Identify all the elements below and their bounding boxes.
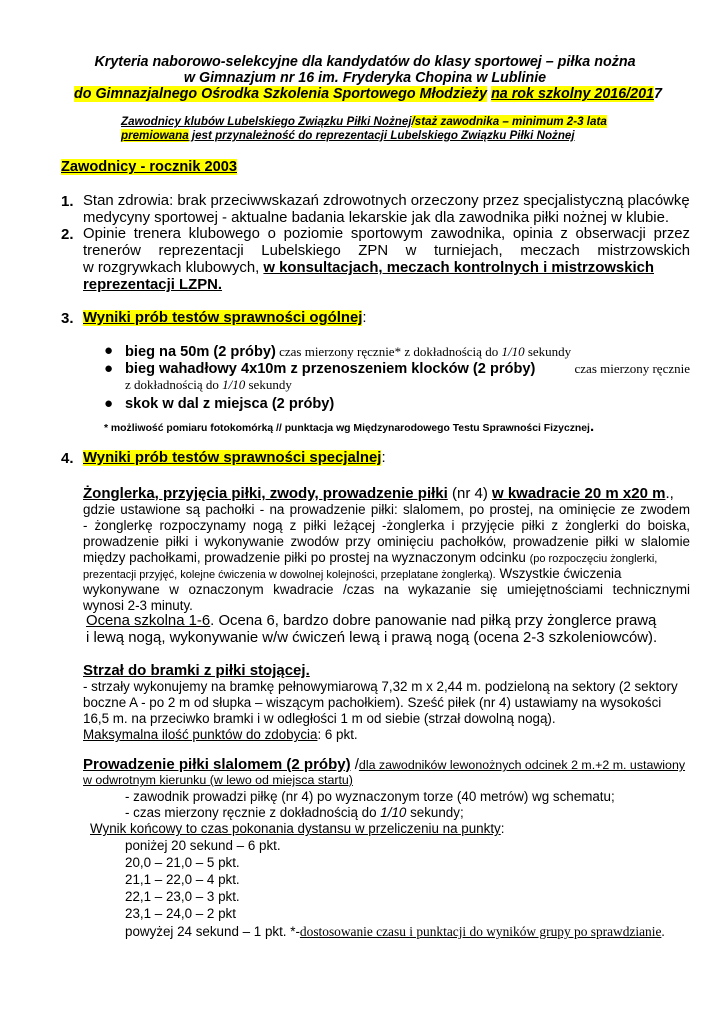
slalom-last-c: . bbox=[661, 924, 665, 939]
bullet-icon: ● bbox=[104, 395, 114, 412]
slalom-score-6 bbox=[125, 923, 665, 941]
item-2-line-3 bbox=[83, 260, 654, 277]
slalom-note: dla zawodników lewonożnych odcinek 2 m.+2 m. ustawiony bbox=[358, 758, 686, 772]
bullet-1-rest: czas mierzony ręcznie* z dokładnością do bbox=[275, 344, 502, 359]
bullet-icon: ● bbox=[104, 342, 114, 359]
item-3-title: Wyniki prób testów sprawności ogólnej bbox=[83, 310, 363, 326]
zonglerka-head-a: Żonglerka, przyjęcia piłki, zwody, prowadzenie piłki bbox=[83, 485, 448, 502]
slalom-score-2: 20,0 – 21,0 – 5 pkt. bbox=[125, 855, 240, 870]
item-2-line-2: trenerów reprezentacji Lubelskiego ZPN w turniejach, meczach mistrzowskich bbox=[83, 243, 690, 259]
bullet-2-frac: 1/10 bbox=[222, 377, 246, 392]
strzal-max-rest: : 6 pkt. bbox=[317, 727, 358, 742]
zonglerka-line-3: prowadzenie piłki i wykonywanie zwodów przy ominięciu pachołków, prowadzenie piłki w slalomie bbox=[83, 534, 690, 549]
slalom-czas-a: - czas mierzony ręcznie z dokładnością do bbox=[125, 805, 381, 820]
section-heading-text: Zawodnicy - rocznik 2003 bbox=[61, 159, 237, 175]
slalom-last-a: powyżej 24 sekund – 1 pkt. *- bbox=[125, 924, 300, 939]
item-1-number: 1. bbox=[61, 193, 74, 210]
slalom-slash: / bbox=[350, 756, 359, 773]
item-1-line-1: Stan zdrowia: brak przeciwwskazań zdrowotnych orzeczony przez specjalistyczną placówkę bbox=[83, 193, 690, 209]
bullet-1-tail: sekundy bbox=[524, 344, 572, 359]
slalom-title: Prowadzenie piłki slalomem (2 próby) bbox=[83, 756, 351, 773]
title-line-2: w Gimnazjum nr 16 im. Fryderyka Chopina w Lublinie bbox=[183, 70, 547, 86]
slalom-score-3: 21,1 – 22,0 – 4 pkt. bbox=[125, 872, 240, 887]
strzal-line-1: - strzały wykonujemy na bramkę pełnowymiarową 7,32 m x 2,44 m. podzieloną na sektory (2 sektory bbox=[83, 679, 678, 694]
bullet-3: skok w dal z miejsca (2 próby) bbox=[125, 396, 335, 412]
bullet-2-cont-text: z dokładnością do bbox=[125, 377, 223, 392]
bullet-2 bbox=[125, 361, 690, 378]
item-3-title-line bbox=[83, 310, 367, 327]
footnote-end: . bbox=[589, 418, 595, 435]
item-3-number: 3. bbox=[61, 310, 74, 327]
strzal-title: Strzał do bramki z piłki stojącej. bbox=[83, 662, 310, 679]
slalom-czas-b: sekundy; bbox=[406, 805, 464, 820]
item-2-number: 2. bbox=[61, 226, 74, 243]
zonglerka-head-b: (nr 4) bbox=[447, 485, 492, 502]
zonglerka-line-5-b: Wszystkie ćwiczenia bbox=[495, 566, 622, 581]
zonglerka-line-6: wykonywane w oznaczonym kwadracie /czas na wykazanie się umiejętnościami technicznymi bbox=[83, 582, 690, 597]
item-2-line-3-bold: w konsultacjach, meczach kontrolnych i mistrzowskich bbox=[263, 260, 654, 276]
strzal-line-2: boczne A - po 2 m od słupka – wiszącym pachołkiem). Sześć piłek (nr 4) ustawiamy na wysokości bbox=[83, 695, 662, 710]
bullet-1 bbox=[125, 343, 571, 361]
bullet-2-tail: sekundy bbox=[245, 377, 292, 392]
zonglerka-heading bbox=[83, 485, 690, 502]
slalom-wynik-colon: : bbox=[500, 821, 505, 836]
item-2-line-4: reprezentacji LZPN. bbox=[83, 277, 223, 293]
item-2-line-1: Opinie trenera klubowego o poziomie sportowym zawodnika, opinia z obserwacji przez bbox=[83, 226, 690, 242]
note-line-1-a: Zawodnicy klubów Lubelskiego Związku Piłki Nożnej bbox=[121, 115, 412, 128]
item-1-line-2: medycyny sportowej - aktualne badania lekarskie jak dla zawodnika piłki nożnej w klubie. bbox=[83, 210, 670, 226]
title-line-3-year: na rok szkolny 2016/201 bbox=[491, 86, 654, 102]
bullet-2-rest: czas mierzony ręcznie bbox=[574, 361, 690, 376]
zonglerka-line-1: gdzie ustawione są pachołki - na prowadzenie piłki: slalomem, po prostej, na ominięcie ze zwodem bbox=[83, 502, 690, 517]
zonglerka-ocena bbox=[86, 613, 656, 630]
slalom-czas-frac: 1/10 bbox=[380, 805, 407, 820]
slalom-czas bbox=[125, 805, 464, 820]
slalom-note-2: w odwrotnym kierunku (w lewo od miejsca startu) bbox=[83, 773, 353, 787]
bullet-2-cont bbox=[125, 378, 292, 393]
note-line-2 bbox=[121, 129, 575, 142]
slalom-line-1: - zawodnik prowadzi piłkę (nr 4) po wyznaczonym torze (40 metrów) wg schematu; bbox=[125, 789, 615, 804]
item-4-colon: : bbox=[381, 450, 386, 466]
zonglerka-line-4-b: (po rozpoczęciu żonglerki, bbox=[529, 553, 658, 565]
item-4-title: Wyniki prób testów sprawności specjalnej bbox=[83, 450, 382, 466]
zonglerka-head-d: ., bbox=[665, 485, 674, 502]
slalom-wynik bbox=[90, 821, 504, 836]
title-line-3-tail: 7 bbox=[654, 86, 662, 102]
bullet-1-bold: bieg na 50m (2 próby) bbox=[125, 344, 276, 360]
zonglerka-line-5 bbox=[83, 566, 621, 582]
strzal-max bbox=[83, 727, 358, 742]
zonglerka-line-2: - żonglerkę rozpoczynamy nogą z piłki leżącej -żonglerka i przyjęcie piłki z żonglerki do boiska, bbox=[83, 518, 690, 533]
item-2-line-3-plain: w rozgrywkach klubowych, bbox=[83, 260, 264, 276]
title-line-1: Kryteria naborowo-selekcyjne dla kandydatów do klasy sportowej – piłka nożna bbox=[94, 54, 636, 70]
section-heading bbox=[61, 159, 237, 176]
zonglerka-line-7: wynosi 2-3 minuty. bbox=[83, 598, 193, 613]
note-line-1-b: /staż zawodnika – minimum 2-3 lata bbox=[411, 115, 607, 128]
slalom-heading bbox=[83, 756, 685, 773]
item-4-number: 4. bbox=[61, 450, 74, 467]
zonglerka-ocena-u: Ocena szkolna 1-6 bbox=[86, 613, 211, 629]
note-line-2-b: jest przynależność do reprezentacji Lubelskiego Związku Piłki Nożnej bbox=[188, 129, 575, 142]
slalom-score-4: 22,1 – 23,0 – 3 pkt. bbox=[125, 889, 240, 904]
item-3-colon: : bbox=[362, 310, 367, 326]
bullet-1-frac: 1/10 bbox=[501, 344, 525, 359]
note-line-1 bbox=[121, 115, 607, 128]
zonglerka-line-4 bbox=[83, 550, 657, 566]
slalom-score-5: 23,1 – 24,0 – 2 pkt bbox=[125, 906, 236, 921]
slalom-wynik-text: Wynik końcowy to czas pokonania dystansu w przeliczeniu na punkty bbox=[90, 821, 501, 836]
bullet-2-bold: bieg wahadłowy 4x10m z przenoszeniem klocków (2 próby) bbox=[125, 361, 536, 377]
zonglerka-head-c: w kwadracie 20 m x20 m bbox=[492, 485, 666, 502]
zonglerka-line-4-a: między pachołkami, prowadzenie piłki po prostej na wyznaczonym odcinku bbox=[83, 550, 530, 565]
zonglerka-ocena-line-2: i lewą nogą, wykonywanie w/w ćwiczeń lewą i prawą nogą (ocena 2-3 szkoleniowców). bbox=[86, 630, 658, 646]
bullet-icon: ● bbox=[104, 360, 114, 377]
title-line-3 bbox=[74, 86, 662, 102]
item-4-title-line bbox=[83, 450, 386, 467]
zonglerka-ocena-rest: . Ocena 6, bardzo dobre panowanie nad piłką przy żonglerce prawą bbox=[210, 613, 657, 629]
slalom-last-b: dostosowanie czasu i punktacji do wyników grupy po sprawdzianie bbox=[299, 924, 662, 939]
title-line-3-main: do Gimnazjalnego Ośrodka Szkolenia Sportowego Młodzieży bbox=[74, 86, 488, 102]
footnote-text: * możliwość pomiaru fotokomórką // punktacja wg Międzynarodowego Testu Sprawności Fizycznej bbox=[104, 423, 590, 434]
note-line-2-a: premiowana bbox=[121, 129, 189, 142]
strzal-max-u: Maksymalna ilość punktów do zdobycia bbox=[83, 727, 318, 742]
zonglerka-line-5-a: prezentacji przyjęć, kolejne ćwiczenia w dowolnej kolejności, przeplatane żonglerką). bbox=[83, 569, 496, 581]
footnote bbox=[104, 418, 594, 435]
slalom-score-1: poniżej 20 sekund – 6 pkt. bbox=[125, 838, 281, 853]
strzal-line-3: 16,5 m. na przeciwko bramki i w odległości 1 m od siebie (strzał dowolną nogą). bbox=[83, 711, 556, 726]
